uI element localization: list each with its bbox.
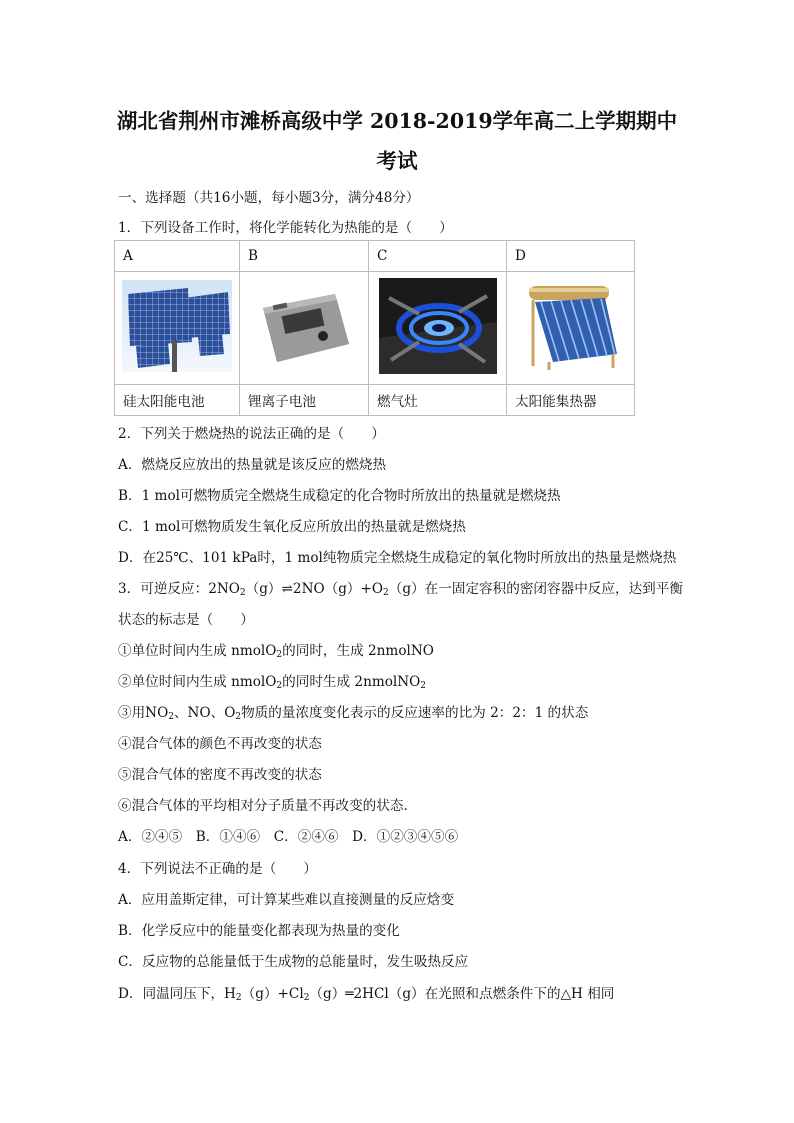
q2-option-a: A．燃烧反应放出的热量就是该反应的燃烧热 [118, 457, 387, 473]
q3-choices: A．②④⑤ B．①④⑥ C．②④⑥ D．①②③④⑤⑥ [118, 829, 459, 845]
q2-option-c: C．1 mol可燃物质发生氧化反应所放出的热量就是燃烧热 [118, 519, 466, 535]
q4-stem: 4．下列说法不正确的是（ ） [118, 861, 317, 877]
q1-option-image-cell [507, 272, 635, 385]
solar-panel-photo [122, 280, 232, 372]
gas-stove-photo [379, 278, 497, 374]
q1-option-image-cell [240, 272, 369, 385]
q3-item-6: ⑥混合气体的平均相对分子质量不再改变的状态． [118, 798, 418, 814]
q3-item-1-prefix: ①单位时间内生成 nmolO [118, 643, 277, 659]
lithium-battery-photo [249, 280, 359, 372]
q1-option-letter: B [240, 241, 369, 272]
q1-option-caption: 锂离子电池 [240, 385, 369, 416]
exam-title-line1: 湖北省荆州市滩桥高级中学 2018-2019学年高二上学期期中 [116, 109, 678, 133]
q1-option-caption: 太阳能集热器 [507, 385, 635, 416]
q3-item-2-prefix: ②单位时间内生成 nmolO [118, 674, 277, 690]
q1-option-letter: C [369, 241, 507, 272]
q3-item-5: ⑤混合气体的密度不再改变的状态 [118, 767, 322, 783]
q3-item-3-mid: 、NO、O [173, 705, 236, 721]
subscript: 2 [235, 712, 242, 722]
q3-stem-mid: （g）⇌2NO（g）+O [245, 581, 384, 597]
q3-item-2 [118, 670, 426, 690]
solar-water-heater-photo [519, 280, 623, 372]
q2-stem: 2．下列关于燃烧热的说法正确的是（ ） [118, 426, 385, 442]
q1-option-letter: D [507, 241, 635, 272]
q3-item-3-prefix: ③用NO [118, 705, 169, 721]
q4-option-d-prefix: D．同温同压下，H [118, 986, 236, 1002]
q3-item-2-mid: 的同时生成 2nmolNO [282, 674, 421, 690]
subscript: 2 [239, 588, 246, 598]
q4-option-a: A．应用盖斯定律，可计算某些难以直接测量的反应焓变 [118, 892, 455, 908]
q1-option-caption: 燃气灶 [369, 385, 507, 416]
subscript: 2 [168, 712, 174, 722]
subscript: 2 [276, 681, 283, 691]
q2-option-d: D．在25℃、101 kPa时，1 mol纯物质完全燃烧生成稳定的氧化物时所放出的热量是燃烧热 [118, 550, 677, 566]
q4-option-d-suffix: （g）═2HCl（g）在光照和点燃条件下的△H 相同 [309, 986, 615, 1002]
subscript: 2 [383, 588, 389, 598]
q2-option-b: B．1 mol可燃物质完全燃烧生成稳定的化合物时所放出的热量就是燃烧热 [118, 488, 561, 504]
q4-option-d [118, 982, 614, 1002]
q3-item-4: ④混合气体的颜色不再改变的状态 [118, 736, 322, 752]
q1-option-caption: 硅太阳能电池 [115, 385, 240, 416]
q3-item-3-suffix: 物质的量浓度变化表示的反应速率的比为 2：2：1 的状态 [241, 705, 589, 721]
q3-item-1 [118, 639, 434, 659]
section-heading: 一、选择题（共16小题，每小题3分，满分48分） [118, 190, 420, 206]
q3-stem-suffix: （g）在一固定容积的密闭容器中反应，达到平衡 [388, 581, 683, 597]
q1-options-table [114, 240, 635, 416]
q1-option-image-cell [369, 272, 507, 385]
q3-stem-line1 [118, 577, 683, 597]
subscript: 2 [303, 993, 310, 1003]
q3-stem-line2: 状态的标志是（ ） [118, 612, 254, 628]
q4-option-d-mid: （g）+Cl [241, 986, 304, 1002]
q4-option-b: B．化学反应中的能量变化都表现为热量的变化 [118, 923, 400, 939]
q1-option-letter: A [115, 241, 240, 272]
subscript: 2 [276, 650, 283, 660]
q3-item-3 [118, 701, 588, 721]
subscript: 2 [420, 681, 427, 691]
subscript: 2 [235, 993, 242, 1003]
q4-option-c: C．反应物的总能量低于生成物的总能量时，发生吸热反应 [118, 954, 469, 970]
q3-stem-prefix: 3．可逆反应：2NO [118, 581, 240, 597]
exam-title-line2: 考试 [376, 149, 418, 173]
q3-item-1-suffix: 的同时，生成 2nmolNO [282, 643, 434, 659]
q1-option-image-cell [115, 272, 240, 385]
q1-stem: 1．下列设备工作时，将化学能转化为热能的是（ ） [118, 220, 453, 236]
